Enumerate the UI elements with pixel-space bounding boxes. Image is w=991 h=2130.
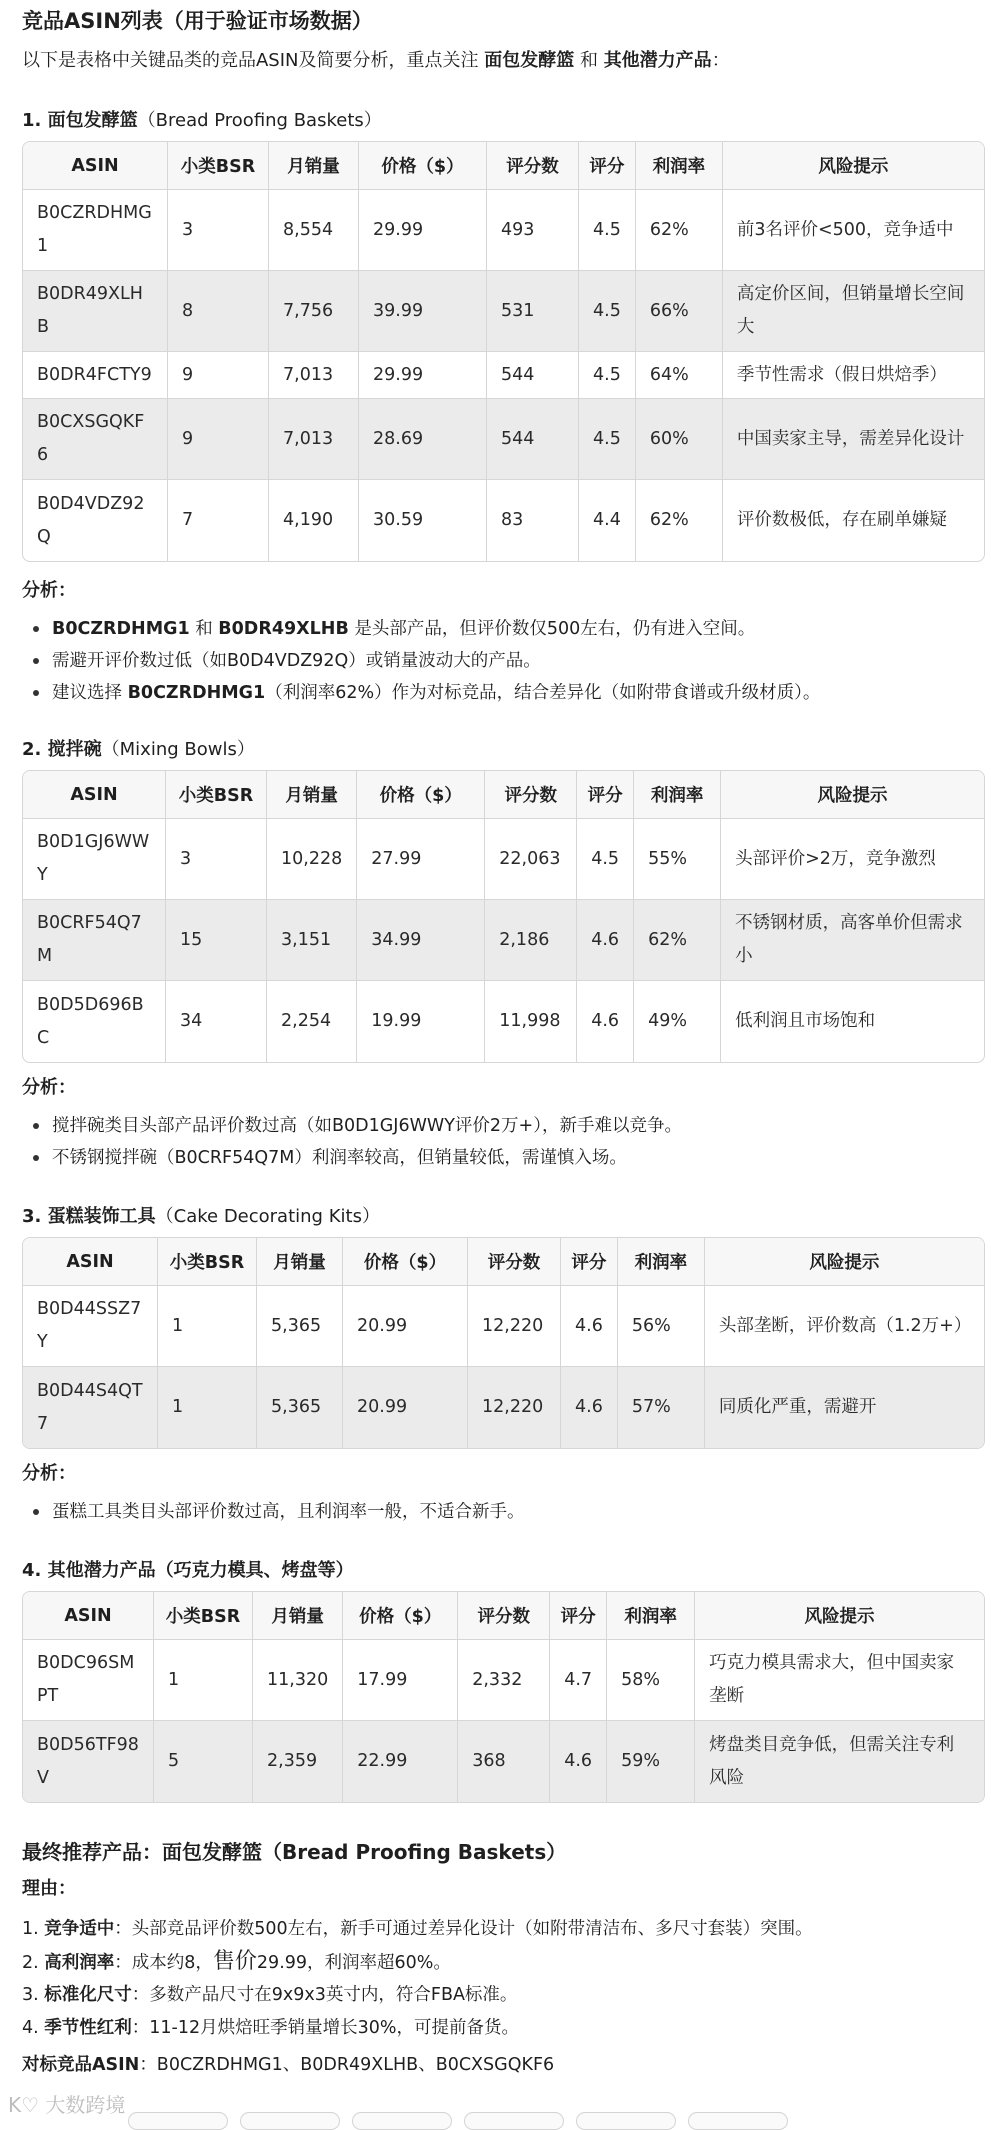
table-cell: 7 bbox=[168, 480, 269, 561]
table-cell: 4.5 bbox=[579, 190, 636, 271]
table-cell: 59% bbox=[607, 1721, 695, 1802]
column-header: 评分数 bbox=[468, 1238, 561, 1286]
table-cell: 62% bbox=[636, 480, 723, 561]
table-cell: 49% bbox=[634, 981, 721, 1062]
table-cell: 4.5 bbox=[579, 352, 636, 399]
analysis-label: 分析： bbox=[22, 1077, 76, 1098]
table-cell: 34 bbox=[166, 981, 267, 1062]
table-cell: 39.99 bbox=[359, 271, 487, 352]
table-cell: 2,186 bbox=[485, 900, 577, 981]
column-header: 小类BSR bbox=[158, 1238, 257, 1286]
bottom-tab[interactable] bbox=[240, 2112, 340, 2130]
intro-text: 和 bbox=[574, 50, 604, 71]
column-header: 评分数 bbox=[485, 771, 577, 819]
asin-cell: B0DR49XLHB bbox=[23, 271, 168, 352]
table-cell: 83 bbox=[487, 480, 579, 561]
table-cell: 55% bbox=[634, 819, 721, 900]
table-cell: 中国卖家主导，需差异化设计 bbox=[723, 399, 984, 480]
asin-cell: B0DC96SMPT bbox=[23, 1640, 154, 1721]
table-cell: 低利润且市场饱和 bbox=[735, 1011, 876, 1031]
table-cell: 4.4 bbox=[579, 480, 636, 561]
table-cell: 头部垄断，评价数高（1.2万+） bbox=[705, 1286, 984, 1367]
table-cell: 7,756 bbox=[269, 271, 359, 352]
table-other-potential bbox=[22, 1591, 985, 1803]
table-cell: 2,254 bbox=[267, 981, 357, 1062]
intro-paragraph bbox=[22, 46, 730, 76]
table-cell: 56% bbox=[618, 1286, 705, 1367]
column-header: 风险提示 bbox=[721, 771, 984, 819]
table-cell: 5 bbox=[154, 1721, 253, 1802]
table-cell: 29.99 bbox=[359, 190, 487, 271]
table-row bbox=[23, 190, 984, 271]
table-cell: 62% bbox=[634, 900, 721, 981]
table-cell: 368 bbox=[458, 1721, 550, 1802]
table-cell: 4.7 bbox=[550, 1640, 607, 1721]
reason-label: 理由： bbox=[22, 1878, 76, 1899]
table-cell: 4,190 bbox=[269, 480, 359, 561]
table-cake-decorating bbox=[22, 1237, 985, 1449]
column-header: ASIN bbox=[23, 1592, 154, 1640]
bullet-text: 不锈钢搅拌碗（B0CRF54Q7M）利润率较高，但销量较低，需谨慎入场。 bbox=[52, 1148, 627, 1168]
table-cell: 62% bbox=[636, 190, 723, 271]
reason-list bbox=[22, 1913, 813, 2044]
asin-cell: B0D56TF98V bbox=[23, 1721, 154, 1802]
table-cell: 1 bbox=[158, 1286, 257, 1367]
table-row bbox=[23, 900, 984, 981]
bottom-tab[interactable] bbox=[352, 2112, 452, 2130]
table-cell: 9 bbox=[168, 352, 269, 399]
column-header: 评分 bbox=[579, 142, 636, 190]
column-header: 价格（$） bbox=[343, 1592, 458, 1640]
table-cell: 5,365 bbox=[257, 1367, 343, 1448]
table-cell: 3 bbox=[168, 190, 269, 271]
asin-cell: B0D44SSZ7Y bbox=[23, 1286, 158, 1367]
table-cell: 1 bbox=[154, 1640, 253, 1721]
analysis-list bbox=[28, 613, 820, 709]
table-row bbox=[23, 1367, 984, 1448]
intro-bold-1: 面包发酵篮 bbox=[484, 50, 575, 71]
asin-cell: B0D5D696BC bbox=[23, 981, 166, 1062]
final-recommendation-heading: 最终推荐产品：面包发酵篮（Bread Proofing Baskets） bbox=[22, 1840, 567, 1864]
table-cell: 64% bbox=[636, 352, 723, 399]
table-cell: 3,151 bbox=[267, 900, 357, 981]
table-cell: 22,063 bbox=[485, 819, 577, 900]
table-cell: 4.5 bbox=[579, 399, 636, 480]
column-header: 评分数 bbox=[487, 142, 579, 190]
benchmark-asins: 对标竞品ASIN：B0CZRDHMG1、B0DR49XLHB、B0CXSGQKF6 bbox=[22, 2055, 555, 2075]
asin-cell: B0D1GJ6WWY bbox=[23, 819, 166, 900]
bold-asin: B0DR49XLHB bbox=[218, 619, 349, 639]
table-cell: 2,332 bbox=[458, 1640, 550, 1721]
table-cell: 60% bbox=[636, 399, 723, 480]
table-cell: 22.99 bbox=[343, 1721, 458, 1802]
table-cell: 1 bbox=[158, 1367, 257, 1448]
table-cell: 20.99 bbox=[343, 1286, 468, 1367]
page-title: 竞品ASIN列表（用于验证市场数据） bbox=[22, 9, 373, 33]
table-cell: 5,365 bbox=[257, 1286, 343, 1367]
bullet-text: 搅拌碗类目头部产品评价数过高（如B0D1GJ6WWY评价2万+），新手难以竞争。 bbox=[52, 1116, 682, 1136]
table-cell: 29.99 bbox=[359, 352, 487, 399]
bullet-text: 是头部产品，但评价数仅500左右，仍有进入空间。 bbox=[348, 619, 756, 639]
column-header: 评分数 bbox=[458, 1592, 550, 1640]
table-cell: 28.69 bbox=[359, 399, 487, 480]
table-cell: 66% bbox=[636, 271, 723, 352]
reason-item: 4. 季节性红利：11-12月烘焙旺季销量增长30%，可提前备货。 bbox=[22, 2017, 520, 2038]
column-header: 利润率 bbox=[634, 771, 721, 819]
table-cell: 4.6 bbox=[577, 981, 634, 1062]
table-cell: 4.6 bbox=[577, 900, 634, 981]
column-header: ASIN bbox=[23, 771, 166, 819]
reason-item: 1. 竞争适中：头部竞品评价数500左右，新手可通过差异化设计（如附带清洁布、多尺寸套装）突围。 bbox=[22, 1919, 813, 1939]
watermark: K♡ 大数跨境 bbox=[8, 2093, 126, 2117]
bullet-text: 建议选择 bbox=[52, 683, 128, 703]
table-cell: 季节性需求（假日烘焙季） bbox=[723, 352, 984, 399]
table-row bbox=[23, 981, 984, 1062]
table-cell: 9 bbox=[168, 399, 269, 480]
section-3-heading: 3. 蛋糕装饰工具（Cake Decorating Kits） bbox=[22, 1206, 380, 1227]
table-row bbox=[23, 1721, 984, 1802]
bold-asin: B0CZRDHMG1 bbox=[127, 683, 266, 703]
column-header: 评分 bbox=[550, 1592, 607, 1640]
table-cell: 烤盘类目竞争低，但需关注专利风险 bbox=[695, 1721, 984, 1802]
column-header: 小类BSR bbox=[166, 771, 267, 819]
table-cell: 531 bbox=[487, 271, 579, 352]
asin-cell: B0D44S4QT7 bbox=[23, 1367, 158, 1448]
column-header: 利润率 bbox=[636, 142, 723, 190]
table-cell: 11,998 bbox=[485, 981, 577, 1062]
table-cell: 57% bbox=[618, 1367, 705, 1448]
table-row bbox=[23, 819, 984, 900]
asin-cell: B0D4VDZ92Q bbox=[23, 480, 168, 561]
table-cell: 12,220 bbox=[468, 1286, 561, 1367]
table-row bbox=[23, 352, 984, 399]
table-cell: 前3名评价<500，竞争适中 bbox=[723, 190, 984, 271]
table-cell: 评价数极低，存在刷单嫌疑 bbox=[736, 510, 947, 530]
table-cell: 4.6 bbox=[561, 1367, 618, 1448]
column-header: 月销量 bbox=[257, 1238, 343, 1286]
section-4-heading: 4. 其他潜力产品（巧克力模具、烤盘等） bbox=[22, 1560, 354, 1581]
bottom-tab[interactable] bbox=[576, 2112, 676, 2130]
bullet-text: （利润率62%）作为对标竞品，结合差异化（如附带食谱或升级材质）。 bbox=[265, 683, 821, 703]
bullet-text: 蛋糕工具类目头部评价数过高，且利润率一般，不适合新手。 bbox=[52, 1502, 525, 1522]
table-cell: 4.6 bbox=[550, 1721, 607, 1802]
intro-bold-2: 其他潜力产品 bbox=[603, 50, 712, 71]
table-cell: 493 bbox=[487, 190, 579, 271]
table-cell: 544 bbox=[487, 352, 579, 399]
intro-text: ： bbox=[711, 50, 730, 71]
table-cell: 30.59 bbox=[359, 480, 487, 561]
analysis-bullet bbox=[28, 1142, 682, 1174]
analysis-label: 分析： bbox=[22, 1463, 76, 1484]
table-cell: 高定价区间，但销量增长空间大 bbox=[723, 271, 984, 352]
asin-cell: B0CXSGQKF6 bbox=[23, 399, 168, 480]
table-row bbox=[23, 399, 984, 480]
column-header: 价格（$） bbox=[343, 1238, 468, 1286]
analysis-label: 分析： bbox=[22, 580, 76, 601]
column-header: 小类BSR bbox=[168, 142, 269, 190]
bold-asin: B0CZRDHMG1 bbox=[52, 619, 190, 639]
table-cell: 8,554 bbox=[269, 190, 359, 271]
table-cell: 2,359 bbox=[253, 1721, 343, 1802]
table-cell: 3 bbox=[166, 819, 267, 900]
column-header: 评分 bbox=[561, 1238, 618, 1286]
column-header: ASIN bbox=[23, 142, 168, 190]
table-cell: 15 bbox=[166, 900, 267, 981]
table-row bbox=[23, 1640, 984, 1721]
asin-cell: B0CRF54Q7M bbox=[23, 900, 166, 981]
table-cell: 34.99 bbox=[357, 900, 485, 981]
table-cell: 19.99 bbox=[357, 981, 485, 1062]
table-cell: 7,013 bbox=[269, 352, 359, 399]
column-header: 风险提示 bbox=[705, 1238, 984, 1286]
asin-cell: B0DR4FCTY9 bbox=[23, 352, 168, 399]
analysis-list bbox=[28, 1110, 682, 1174]
table-row bbox=[23, 480, 984, 561]
column-header: 月销量 bbox=[269, 142, 359, 190]
analysis-bullet bbox=[28, 645, 820, 677]
column-header: 风险提示 bbox=[723, 142, 984, 190]
table-cell: 10,228 bbox=[267, 819, 357, 900]
table-cell: 17.99 bbox=[343, 1640, 458, 1721]
analysis-bullet bbox=[28, 1110, 682, 1142]
column-header: 利润率 bbox=[607, 1592, 695, 1640]
section-2-heading: 2. 搅拌碗（Mixing Bowls） bbox=[22, 739, 255, 760]
bullet-text: 需避开评价数过低（如B0D4VDZ92Q）或销量波动大的产品。 bbox=[52, 651, 541, 671]
column-header: 价格（$） bbox=[357, 771, 485, 819]
bottom-tab[interactable] bbox=[128, 2112, 228, 2130]
column-header: 利润率 bbox=[618, 1238, 705, 1286]
reason-item: 2. 高利润率：成本约8，售价29.99，利润率超60%。 bbox=[22, 1948, 451, 1974]
analysis-bullet bbox=[28, 677, 820, 709]
table-cell: 27.99 bbox=[357, 819, 485, 900]
table-row bbox=[23, 271, 984, 352]
bottom-tab[interactable] bbox=[464, 2112, 564, 2130]
column-header: 风险提示 bbox=[695, 1592, 984, 1640]
column-header: 评分 bbox=[577, 771, 634, 819]
reason-item: 3. 标准化尺寸：多数产品尺寸在9x9x3英寸内，符合FBA标准。 bbox=[22, 1985, 518, 2005]
table-bread-proofing bbox=[22, 141, 985, 562]
table-cell: 同质化严重，需避开 bbox=[705, 1367, 984, 1448]
column-header: ASIN bbox=[23, 1238, 158, 1286]
column-header: 月销量 bbox=[253, 1592, 343, 1640]
table-mixing-bowls bbox=[22, 770, 985, 1063]
table-cell: 8 bbox=[168, 271, 269, 352]
bullet-text: 和 bbox=[189, 619, 219, 639]
column-header: 月销量 bbox=[267, 771, 357, 819]
bottom-tab-bar bbox=[0, 2112, 991, 2124]
table-cell: 12,220 bbox=[468, 1367, 561, 1448]
table-cell: 头部评价>2万，竞争激烈 bbox=[721, 819, 984, 900]
table-cell: 4.5 bbox=[579, 271, 636, 352]
table-cell: 544 bbox=[487, 399, 579, 480]
intro-text: 以下是表格中关键品类的竞品ASIN及简要分析，重点关注 bbox=[22, 50, 485, 71]
table-row bbox=[23, 1286, 984, 1367]
section-1-heading: 1. 面包发酵篮（Bread Proofing Baskets） bbox=[22, 110, 382, 131]
table-cell: 4.6 bbox=[561, 1286, 618, 1367]
analysis-list bbox=[28, 1496, 525, 1528]
table-cell: 巧克力模具需求大，但中国卖家垄断 bbox=[695, 1640, 984, 1721]
table-cell: 4.5 bbox=[577, 819, 634, 900]
table-cell: 20.99 bbox=[343, 1367, 468, 1448]
bottom-tab[interactable] bbox=[688, 2112, 788, 2130]
asin-cell: B0CZRDHMG1 bbox=[23, 190, 168, 271]
column-header: 价格（$） bbox=[359, 142, 487, 190]
analysis-bullet bbox=[28, 613, 820, 645]
table-cell: 不锈钢材质，高客单价但需求小 bbox=[721, 900, 984, 981]
analysis-bullet bbox=[28, 1496, 525, 1528]
watermark-logo-icon: K♡ bbox=[8, 2093, 46, 2117]
table-cell: 11,320 bbox=[253, 1640, 343, 1721]
column-header: 小类BSR bbox=[154, 1592, 253, 1640]
table-cell: 7,013 bbox=[269, 399, 359, 480]
table-cell: 58% bbox=[607, 1640, 695, 1721]
